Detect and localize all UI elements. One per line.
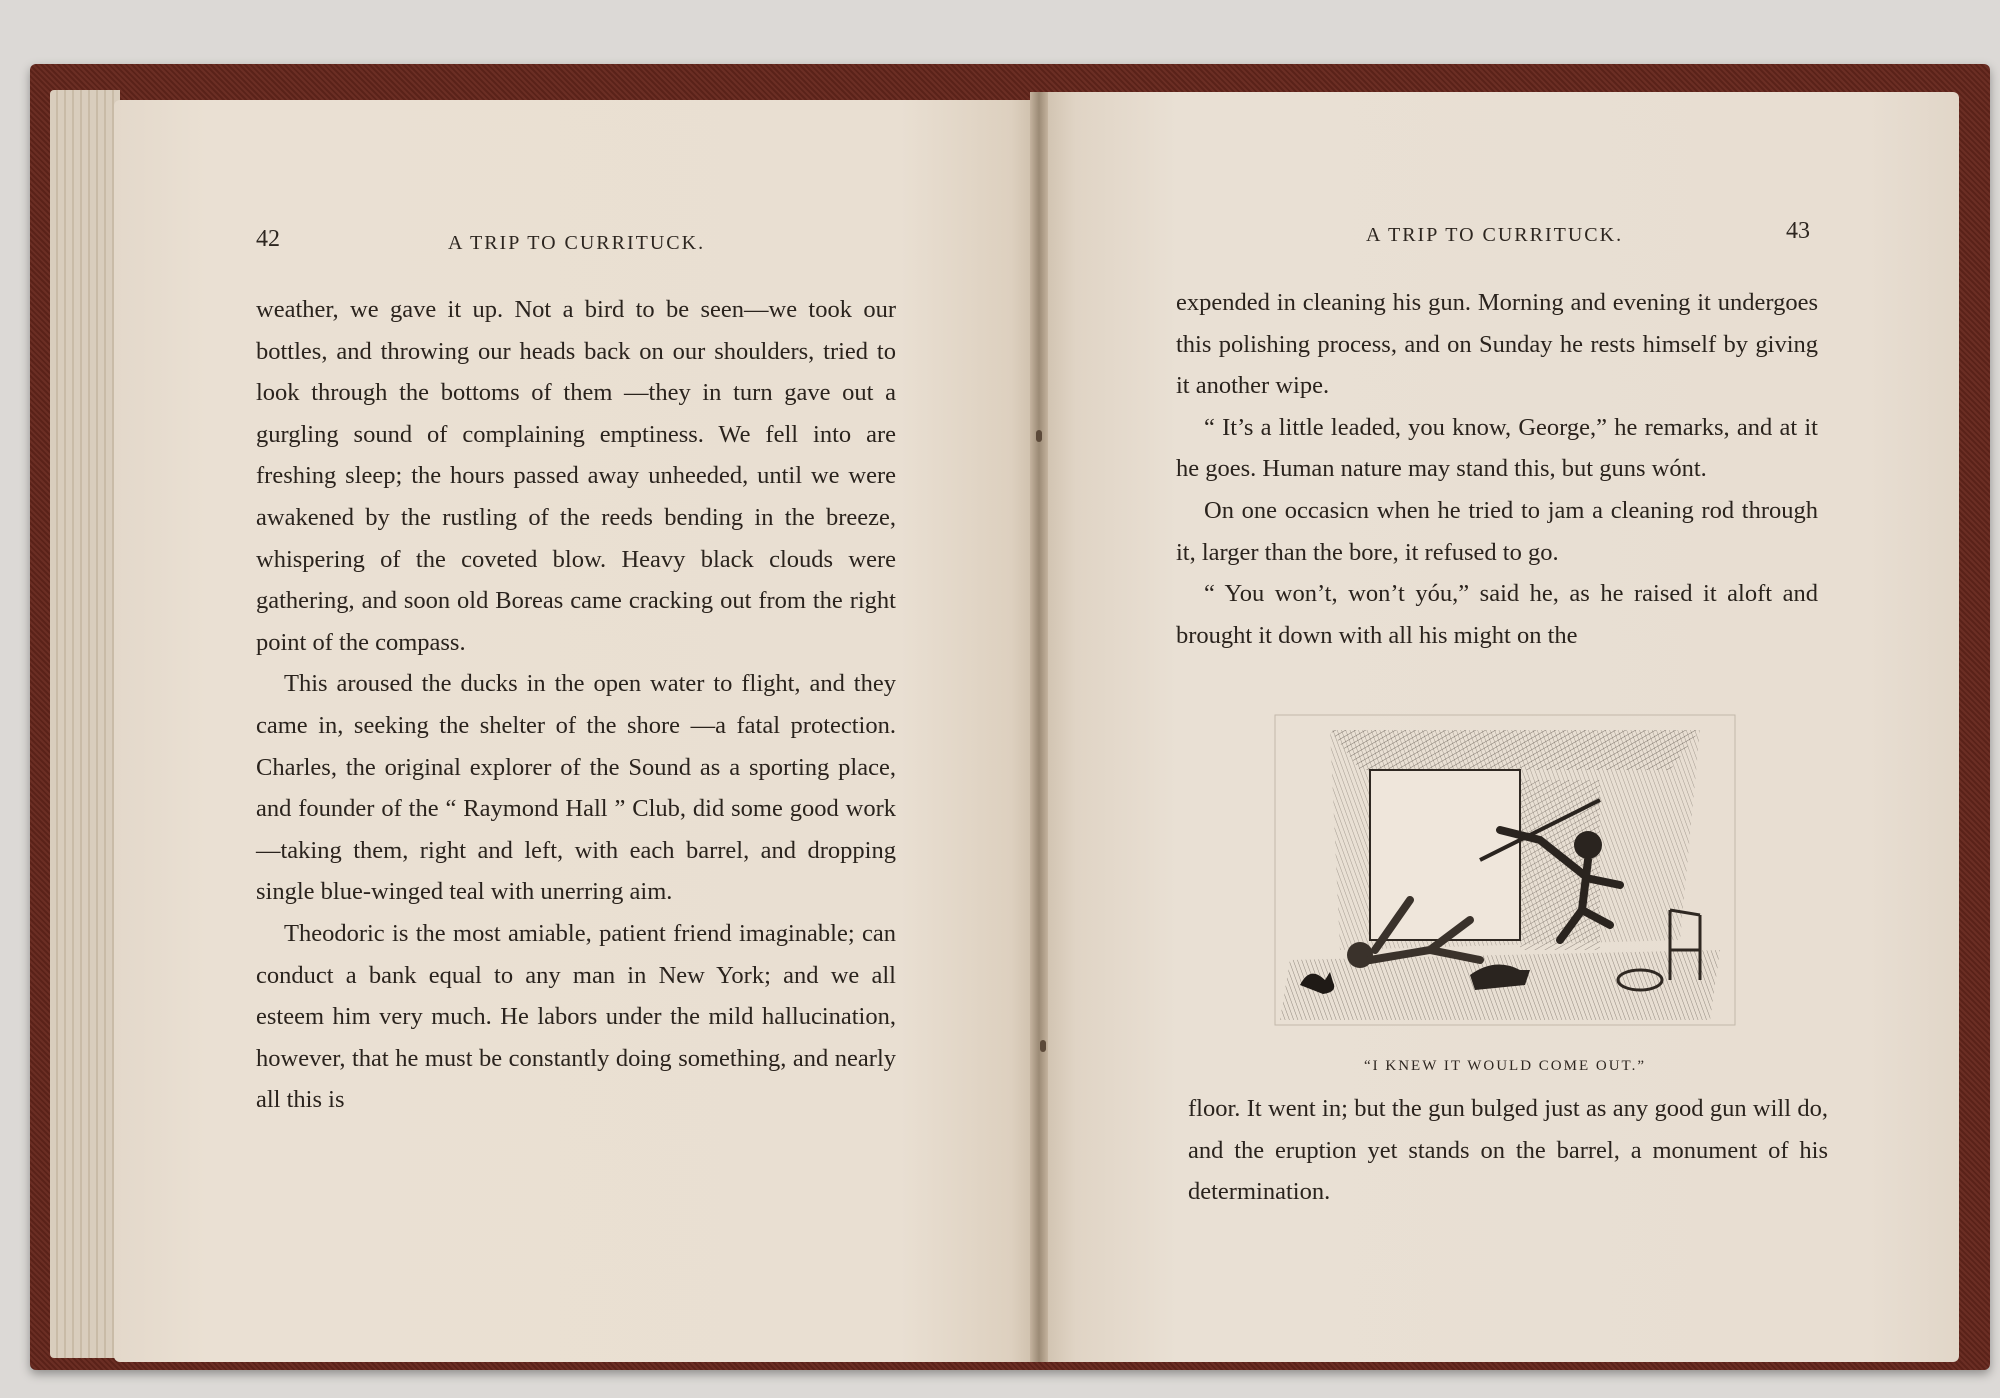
right-running-head: A TRIP TO CURRITUCK. <box>1366 224 1624 246</box>
paragraph: “ It’s a little leaded, you know, George,” he remarks, and at it he goes. Human nature may stand this, but guns wónt. <box>1176 413 1818 483</box>
binding-stitch <box>1040 1040 1046 1052</box>
paragraph: Theodoric is the most amiable, patient friend imaginable; can conduct a bank equal to any man in New York; and we all esteem him very much. He labors under the mild hallucination, however, that he must be constantly doing something, and nearly all this is <box>256 919 896 1114</box>
left-body-text <box>256 289 896 1121</box>
illustration-caption: “I KNEW IT WOULD COME OUT.” <box>1363 1058 1646 1074</box>
right-page-number: 43 <box>1786 218 1810 244</box>
paragraph: This aroused the ducks in the open water to flight, and they came in, seeking the shelter of the shore —a fatal protection. Charles, the original explorer of the Sound as a sporting place, and founder of the “ Raymond Hall ” Club, did some good work—taking them, right and left, with each barrel, and dropping single blue-winged teal with unerring aim. <box>256 670 896 906</box>
left-page-number: 42 <box>256 226 280 252</box>
book-gutter <box>1030 92 1048 1362</box>
right-body-text-top <box>1176 282 1818 656</box>
page-edges <box>50 90 120 1358</box>
paragraph: “ You won’t, won’t yóu,” said he, as he raised it aloft and brought it down with all his might on the <box>1176 580 1818 649</box>
paragraph: On one occasicn when he tried to jam a cleaning rod through it, larger than the bore, it refused to go. <box>1176 496 1818 566</box>
paragraph: floor. It went in; but the gun bulged just as any good gun will do, and the eruption yet stands on the barrel, a monument of his determination. <box>1188 1095 1828 1206</box>
paragraph: weather, we gave it up. Not a bird to be seen—we took our bottles, and throwing our heads back on our shoulders, tried to look through the bottoms of them —they in turn gave out a gurgling sound of complaining emptiness. We fell into are freshing sleep; the hours passed away unheeded, until we were awakened by the rustling of the reeds bending in the breeze, whispering of the coveted blow. Heavy black clouds were gathering, and soon old Boreas came cracking out from the right point of the compass. <box>256 296 896 656</box>
binding-stitch <box>1036 430 1042 442</box>
right-body-text-bottom <box>1188 1088 1828 1213</box>
paragraph: expended in cleaning his gun. Morning and evening it undergoes this polishing process, and on Sunday he rests himself by giving it another wipe. <box>1176 289 1818 400</box>
left-running-head: A TRIP TO CURRITUCK. <box>448 232 706 254</box>
engraving-illustration <box>1270 710 1740 1030</box>
